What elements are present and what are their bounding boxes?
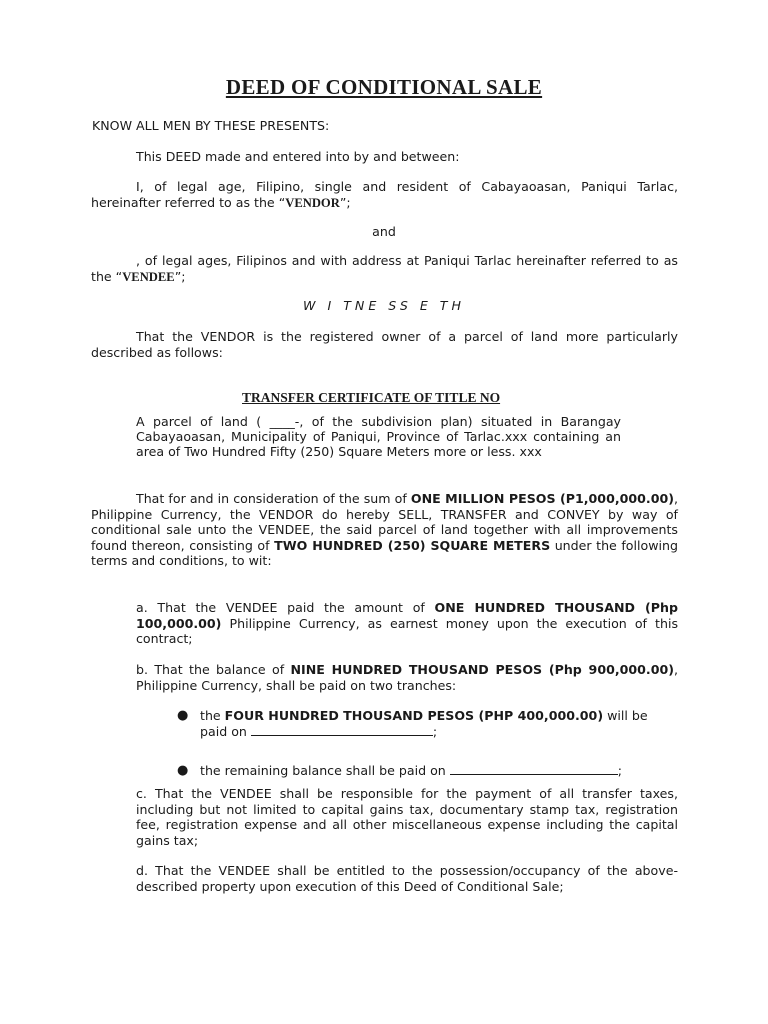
tranche-1-date-blank [251,724,433,736]
know-all-line: KNOW ALL MEN BY THESE PRESENTS: [92,118,330,133]
land-area: TWO HUNDRED (250) SQUARE METERS [274,537,551,553]
condition-c: c. That the VENDEE shall be responsible for the payment of all transfer taxes, including but not limited to capital gains tax, documentary stamp tax, registration fee, registration expense and all other miscellaneous expense including the capital gains tax; [136,786,678,848]
vendor-paragraph: I, of legal age, Filipino, single and resident of Cabayaoasan, Paniqui Tarlac, hereinafter referred to as the “VENDOR”; [91,179,678,210]
tranche-2-date-blank [450,763,618,775]
tranche-item-2: ● the remaining balance shall be paid on ; [177,763,623,779]
bullet-icon: ● [177,708,189,723]
tranche-list [174,708,678,779]
vendee-paragraph: , of legal ages, Filipinos and with address at Paniqui Tarlac hereinafter referred to as the “VENDEE”; [91,253,678,284]
vendor-role: VENDOR [285,195,340,210]
document-title: DEED OF CONDITIONAL SALE [225,75,543,99]
consideration-paragraph: That for and in consideration of the sum of ONE MILLION PESOS (P1,000,000.00), Philippine Currency, the VENDOR do hereby SELL, TRANSFER and CONVEY by way of conditional sale unto the VENDEE, the said parcel of land together with all improvements found thereon, consisting of TWO HUNDRED (250) SQUARE METERS under the following terms and conditions, to wit: [91,491,678,569]
price-amount: ONE MILLION PESOS (P1,000,000.00) [410,491,674,506]
earnest-money-amount: ONE HUNDRED THOUSAND (Php 100,000.00) [136,600,678,631]
owner-paragraph: That the VENDOR is the registered owner of a parcel of land more particularly described as follows: [91,329,678,360]
witnesseth-heading: W I TNE SS E TH [303,298,465,313]
intro-line: This DEED made and entered into by and between: [136,149,460,164]
parcel-description: A parcel of land ( ____-, of the subdivision plan) situated in Barangay Cabayaoasan, Municipality of Paniqui, Province of Tarlac.xxx containing an area of Two Hundred Fifty (250) Square Meters more or less. xxx [136,414,621,459]
tranche-1-amount: FOUR HUNDRED THOUSAND PESOS (PHP 400,000.00) [224,708,604,723]
tct-heading: TRANSFER CERTIFICATE OF TITLE NO [242,390,501,405]
vendee-role: VENDEE [122,269,175,284]
balance-amount: NINE HUNDRED THOUSAND PESOS (Php 900,000.00) [290,662,674,677]
bullet-icon: ● [177,763,189,779]
condition-b: b. That the balance of NINE HUNDRED THOUSAND PESOS (Php 900,000.00), Philippine Currency, shall be paid on two tranches: [136,662,678,693]
condition-a: a. That the VENDEE paid the amount of ONE HUNDRED THOUSAND (Php 100,000.00) Philippine Currency, as earnest money upon the execution of this contract; [136,600,678,647]
tranche-item-1: ● the FOUR HUNDRED THOUSAND PESOS (PHP 400,000.00) will be paid on ; [177,708,648,739]
and-line: and [372,224,396,239]
condition-d: d. That the VENDEE shall be entitled to the possession/occupancy of the above-described property upon execution of this Deed of Conditional Sale; [136,863,678,894]
